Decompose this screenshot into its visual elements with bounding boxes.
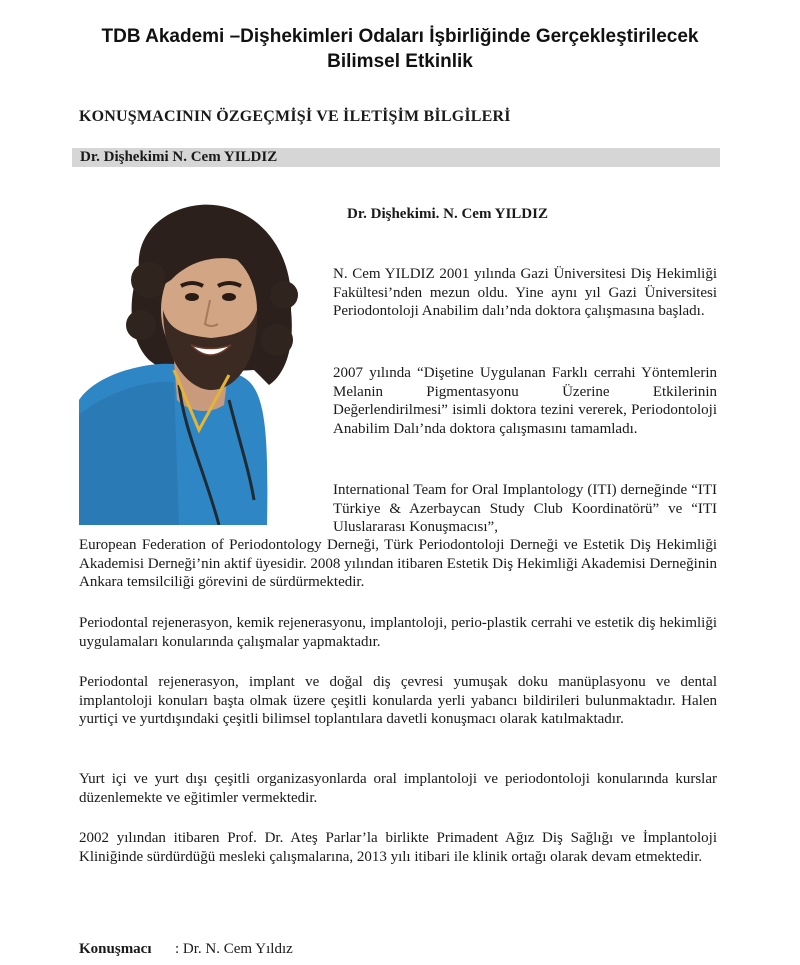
- bio-paragraph-3-right: International Team for Oral Implantology (ITI) derneğinde “ITI Türkiye & Azerbaycan Study Club Koordinatörü” ve “ITI Uluslararası Konuşmacısı”,: [333, 482, 717, 535]
- speaker-name-bar-label: Dr. Dişhekimi N. Cem YILDIZ: [80, 149, 278, 165]
- speaker-label: Konuşmacı: [79, 941, 152, 957]
- bio-paragraph-3-full: European Federation of Periodontology Derneği, Türk Periodontoloji Derneği ve Estetik Diş Hekimliği Akademisi Derneği’nin aktif üyesidir. 2008 yılından itibaren Estetik Diş Hekimliği Akademisi Derneğinin Ankara temsilciliği görevini de sürdürmektedir.: [79, 537, 717, 590]
- speaker-photo: [79, 200, 299, 525]
- event-title: [60, 24, 740, 74]
- bio-paragraph-5: Periodontal rejenerasyon, implant ve doğal diş çevresi yumuşak doku manüplasyonu ve dental implantoloji konuları başta olmak üzere çeşitli konularda yerli yabancı bildirileri bulunmaktadır. Halen yurtiçi ve yurtdışındaki çeşitli bilimsel toplantılara davetli konuşmacı olarak katılmaktadır.: [79, 674, 717, 727]
- event-title-line-1: TDB Akademi –Dişhekimleri Odaları İşbirliğinde Gerçekleştirilecek: [101, 26, 699, 47]
- speaker-name-bar: [72, 148, 720, 167]
- event-title-line-2: Bilimsel Etkinlik: [327, 51, 473, 72]
- speaker-value: : Dr. N. Cem Yıldız: [175, 941, 293, 957]
- bio-paragraph-2: 2007 yılında “Dişetine Uygulanan Farklı cerrahi Yöntemlerin Melanin Pigmentasyonu Üzerine Etkilerinin Değerlendirilmesi” isimli doktora tezini vererek, Periodontoloji Anabilim Dalı’nda doktora çalışmasını tamamladı.: [333, 365, 717, 437]
- bio-title: Dr. Dişhekimi. N. Cem YILDIZ: [347, 206, 548, 222]
- bio-paragraph-1: N. Cem YILDIZ 2001 yılında Gazi Üniversitesi Diş Hekimliği Fakültesi’nden mezun oldu. Yine aynı yıl Gazi Üniversitesi Periodontoloji Anabilim dalı’nda doktora çalışmasına başladı.: [333, 266, 717, 319]
- bio-paragraph-7: 2002 yılından itibaren Prof. Dr. Ateş Parlar’la birlikte Primadent Ağız Diş Sağlığı ve İmplantoloji Kliniğinde sürdürdüğü mesleki çalışmalarına, 2013 yılı itibari ile klinik ortağı olarak devam etmektedir.: [79, 830, 717, 865]
- section-title: KONUŞMACININ ÖZGEÇMİŞİ VE İLETİŞİM BİLGİLERİ: [79, 108, 511, 125]
- bio-paragraph-4: Periodontal rejenerasyon, kemik rejenerasyonu, implantoloji, perio-plastik cerrahi ve estetik diş hekimliği uygulamaları konularında çalışmalar yapmaktadır.: [79, 615, 717, 650]
- bio-paragraph-6: Yurt içi ve yurt dışı çeşitli organizasyonlarda oral implantoloji ve periodontoloji konularında kurslar düzenlemekte ve eğitimler vermektedir.: [79, 771, 717, 806]
- speaker-footer: [79, 941, 293, 958]
